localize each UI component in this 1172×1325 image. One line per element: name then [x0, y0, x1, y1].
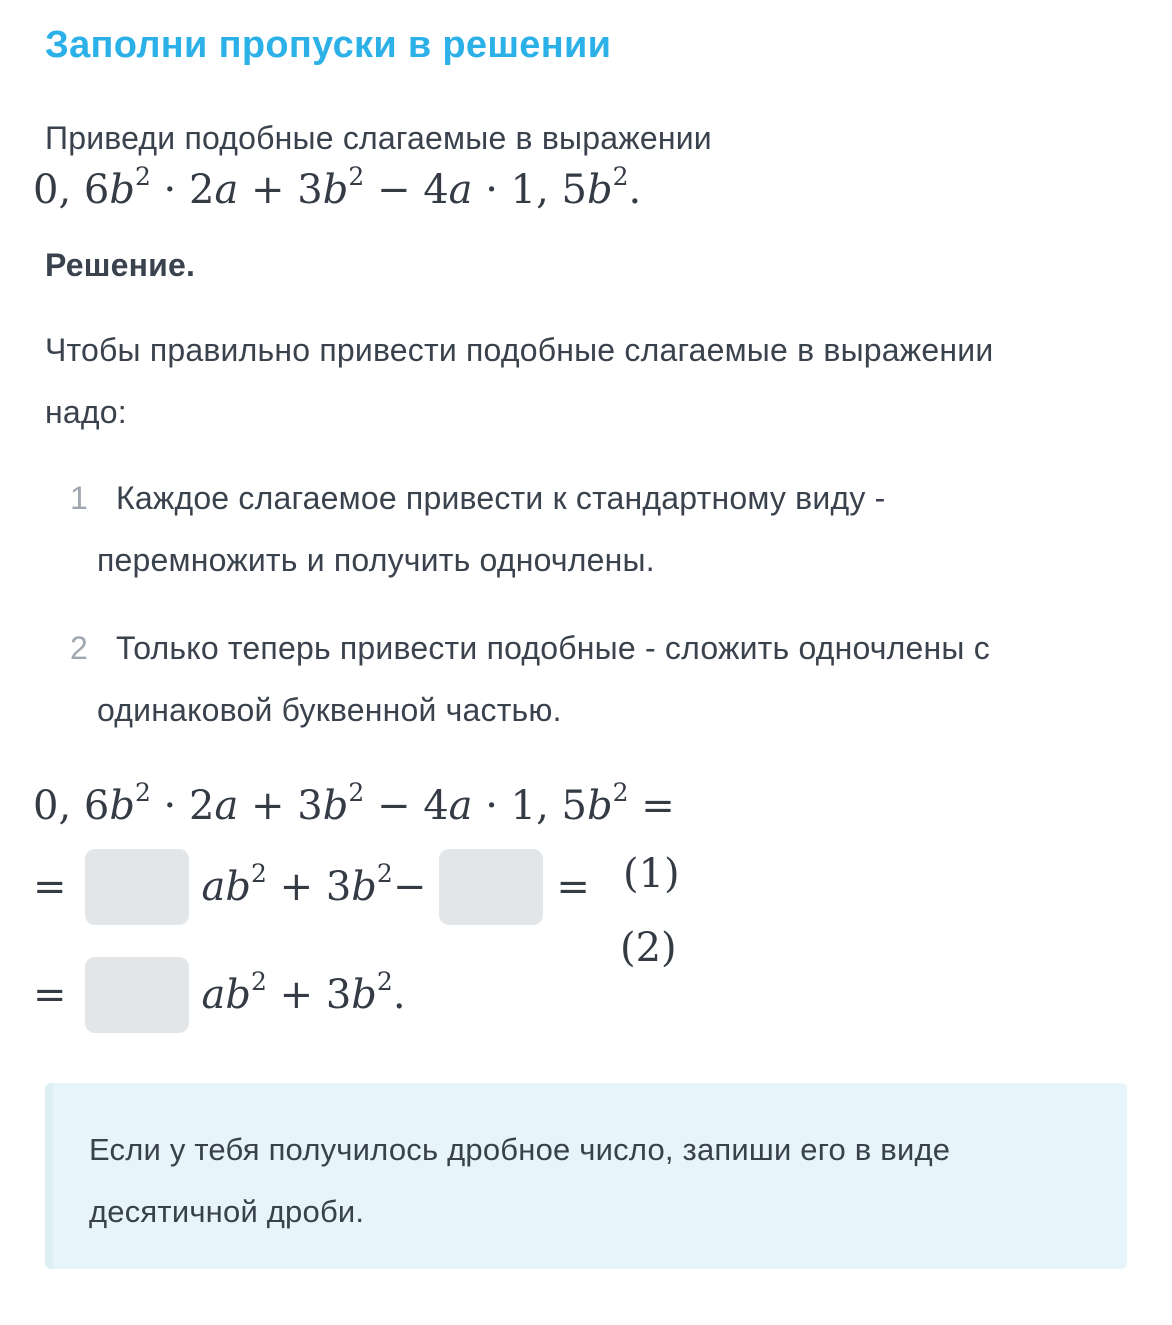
equation-line-1: 0, $6b^2 \cdot 2a + 3b^2 - 4a \cdot 1$, $5b^2$ = [33, 777, 675, 829]
equation-line-3 [33, 955, 1127, 1035]
answer-blank-1[interactable] [85, 849, 189, 925]
step-number: 2 [70, 630, 88, 666]
hint-box [45, 1083, 1127, 1269]
solution-equations [33, 777, 1127, 1035]
step-text-line: одинаковой буквенной частью. [97, 692, 562, 728]
equation-line-2-lead: = [33, 864, 67, 910]
hint-text-line: Если у тебя получилось дробное число, запиши его в виде [89, 1132, 951, 1167]
task-intro: Приведи подобные слагаемые в выражении [45, 120, 712, 156]
solution-intro [45, 319, 1127, 443]
solution-steps [45, 467, 1127, 741]
solution-step-1 [45, 467, 1127, 591]
task-expression: 0, $6b^2 \cdot 2a + 3b^2 - 4a \cdot 1$, $5b^2$. [33, 161, 642, 213]
equation-line-2-mid: $ab^2 + 3b^2-$ [201, 858, 427, 910]
step-text-line: перемножить и получить одночлены. [97, 542, 655, 578]
equation-line-2 [33, 847, 1127, 927]
step-text-line: Каждое слагаемое привести к стандартному виду - [116, 480, 886, 516]
answer-blank-2[interactable] [439, 849, 543, 925]
hint-text-line: десятичной дроби. [89, 1194, 365, 1229]
solution-heading: Решение. [45, 247, 196, 283]
step-number: 1 [70, 480, 88, 516]
solution-intro-line: надо: [45, 394, 127, 430]
equation-line-3-lead: = [33, 972, 67, 1018]
step-text-line: Только теперь привести подобные - сложить одночлены с [116, 630, 990, 666]
solution-step-2 [45, 617, 1127, 741]
answer-blank-3[interactable] [85, 957, 189, 1033]
equation-line-3-tail: $ab^2 + 3b^2$. [201, 966, 406, 1018]
page-title: Заполни пропуски в решении [45, 24, 612, 66]
equation-line-2-tail: = [556, 864, 590, 910]
equation-label-2: (2) [620, 925, 677, 971]
equation-label-1: (1) [623, 851, 680, 897]
solution-intro-line: Чтобы правильно привести подобные слагаемые в выражении [45, 332, 994, 368]
